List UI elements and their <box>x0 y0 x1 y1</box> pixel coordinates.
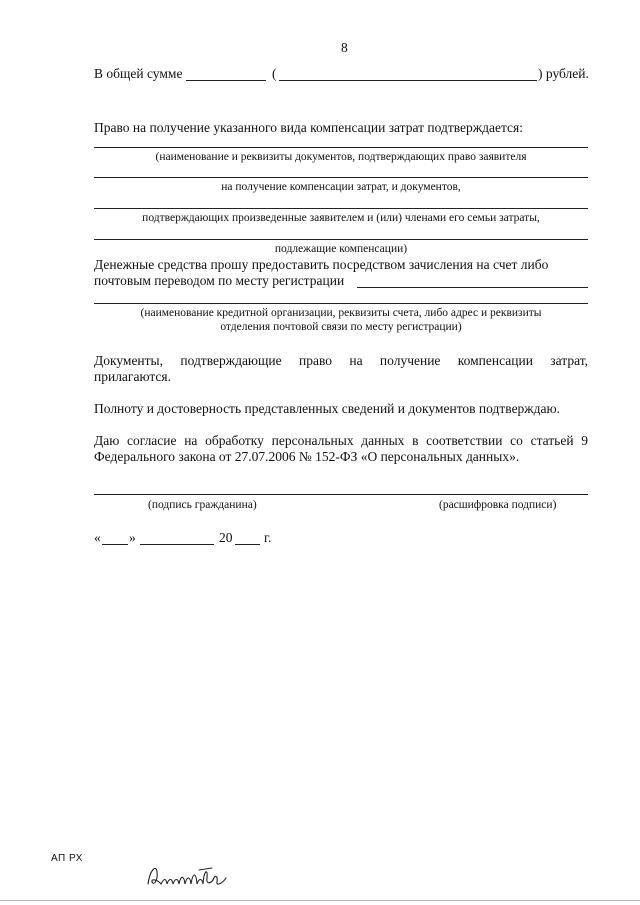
documents-field-1[interactable] <box>94 147 588 148</box>
documents-field-4[interactable] <box>94 239 588 240</box>
footer-stamp: АП РХ <box>51 853 83 864</box>
signature-decode-field[interactable] <box>390 494 588 495</box>
date-close-quote: » <box>129 530 136 545</box>
payment-field-inline[interactable] <box>357 287 588 288</box>
page-number: 8 <box>341 40 348 55</box>
payment-line-2: почтовым переводом по месту регистрации <box>94 273 345 288</box>
citizen-signature-hint: (подпись гражданина) <box>148 499 257 511</box>
right-heading: Право на получение указанного вида компенсации затрат подтверждается: <box>94 120 523 135</box>
confirmation-text: Полноту и достоверность представленных сведений и документов подтверждаю. <box>94 401 560 416</box>
consent-line-1: Даю согласие на обработку персональных данных в соответствии со статьей 9 <box>94 433 588 448</box>
documents-hint-4: подлежащие компенсации) <box>274 243 408 255</box>
date-year-prefix: 20 <box>219 530 233 545</box>
date-month-field[interactable] <box>140 544 214 545</box>
documents-hint-2: на получение компенсации затрат, и документов, <box>221 181 461 193</box>
total-label: В общей сумме <box>94 66 183 81</box>
date-open-quote: « <box>94 530 101 545</box>
total-amount-words-field[interactable] <box>279 80 537 81</box>
documents-field-2[interactable] <box>94 177 588 178</box>
total-close-paren: ) рублей. <box>538 66 589 81</box>
date-year-field[interactable] <box>235 544 260 545</box>
payment-hint-1: (наименование кредитной организации, реквизиты счета, либо адрес и реквизиты <box>140 307 542 319</box>
documents-hint-1: (наименование и реквизиты документов, подтверждающих право заявителя <box>155 151 527 163</box>
signature-decode-hint: (расшифровка подписи) <box>439 499 557 511</box>
handwritten-signature <box>144 860 236 892</box>
payment-field[interactable] <box>94 303 588 304</box>
documents-hint-3: подтверждающих произведенные заявителем и (или) членами его семьи затраты, <box>142 212 540 224</box>
attachments-line-2: прилагаются. <box>94 369 172 384</box>
documents-field-3[interactable] <box>94 208 588 209</box>
citizen-signature-field[interactable] <box>94 494 390 495</box>
attachments-line-1: Документы, подтверждающие право на получение компенсации затрат, <box>94 353 588 368</box>
payment-hint-2: отделения почтовой связи по месту регистрации) <box>220 321 462 333</box>
date-day-field[interactable] <box>102 544 128 545</box>
scan-bottom-edge <box>0 900 640 901</box>
total-open-paren: ( <box>272 66 277 81</box>
payment-line-1: Денежные средства прошу предоставить посредством зачисления на счет либо <box>94 257 549 272</box>
total-amount-field[interactable] <box>186 80 266 81</box>
date-year-suffix: г. <box>264 530 272 545</box>
consent-line-2: Федерального закона от 27.07.2006 № 152-ФЗ «О персональных данных». <box>94 449 520 464</box>
